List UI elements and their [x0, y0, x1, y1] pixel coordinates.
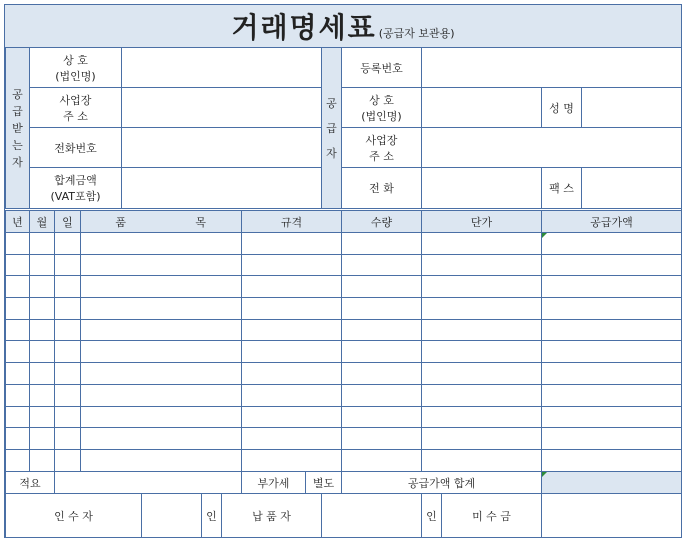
item-cell[interactable] — [422, 254, 542, 276]
vat-value: 별도 — [306, 472, 342, 494]
item-cell[interactable] — [161, 298, 242, 320]
item-cell[interactable] — [242, 449, 342, 471]
supplier-reg-field[interactable] — [422, 48, 682, 88]
item-cell[interactable] — [161, 449, 242, 471]
item-cell[interactable] — [81, 449, 161, 471]
header-year: 년 — [6, 211, 30, 233]
item-cell[interactable] — [55, 319, 81, 341]
item-cell[interactable] — [6, 341, 30, 363]
invoice-sheet — [4, 4, 682, 538]
item-cell[interactable] — [6, 428, 30, 450]
item-cell[interactable] — [342, 276, 422, 298]
item-cell[interactable] — [161, 406, 242, 428]
item-cell[interactable] — [55, 276, 81, 298]
table-row — [6, 406, 682, 428]
item-cell[interactable] — [30, 428, 55, 450]
item-cell[interactable] — [81, 428, 161, 450]
item-cell[interactable] — [161, 233, 242, 255]
item-cell[interactable] — [422, 384, 542, 406]
header-item-2: 목 — [161, 211, 242, 233]
item-cell[interactable] — [542, 341, 682, 363]
item-cell[interactable] — [6, 406, 30, 428]
items-table — [5, 210, 682, 472]
item-cell[interactable] — [242, 406, 342, 428]
supplier-address-label: 사업장 주 소 — [342, 128, 422, 168]
item-cell[interactable] — [55, 384, 81, 406]
item-cell[interactable] — [542, 384, 682, 406]
page-subtitle: (공급자 보관용) — [378, 27, 455, 40]
receiver-name-field[interactable] — [122, 48, 322, 88]
table-row — [6, 319, 682, 341]
item-cell[interactable] — [6, 449, 30, 471]
item-cell[interactable] — [342, 319, 422, 341]
item-cell[interactable] — [30, 384, 55, 406]
signature-table — [5, 493, 682, 538]
item-cell[interactable] — [342, 298, 422, 320]
item-cell[interactable] — [242, 384, 342, 406]
item-cell[interactable] — [542, 254, 682, 276]
receiver-address-field[interactable] — [122, 88, 322, 128]
receiver-side-label: 공 급 받 는 자 — [6, 48, 30, 209]
item-cell[interactable] — [161, 319, 242, 341]
item-cell[interactable] — [30, 254, 55, 276]
item-cell[interactable] — [55, 298, 81, 320]
item-cell[interactable] — [542, 298, 682, 320]
item-cell[interactable] — [81, 233, 161, 255]
item-cell[interactable] — [55, 363, 81, 385]
recipient-label: 인 수 자 — [6, 494, 142, 538]
item-cell[interactable] — [30, 363, 55, 385]
item-cell[interactable] — [81, 384, 161, 406]
item-cell[interactable] — [6, 276, 30, 298]
item-cell[interactable] — [55, 233, 81, 255]
receiver-address-label: 사업장 주 소 — [30, 88, 122, 128]
unpaid-label: 미 수 금 — [442, 494, 542, 538]
table-row — [6, 341, 682, 363]
item-cell[interactable] — [161, 341, 242, 363]
item-cell[interactable] — [242, 363, 342, 385]
supplier-phone-label: 전 화 — [342, 168, 422, 209]
item-cell[interactable] — [6, 298, 30, 320]
item-cell[interactable] — [161, 363, 242, 385]
item-cell[interactable] — [422, 341, 542, 363]
supply-sum-label: 공급가액 합계 — [342, 472, 542, 494]
recipient-field[interactable] — [142, 494, 202, 538]
item-cell[interactable] — [542, 428, 682, 450]
item-cell[interactable] — [6, 233, 30, 255]
table-row — [6, 428, 682, 450]
item-cell[interactable] — [542, 449, 682, 471]
item-cell[interactable] — [55, 406, 81, 428]
item-cell[interactable] — [81, 276, 161, 298]
memo-label: 적요 — [6, 472, 55, 494]
item-cell[interactable] — [342, 254, 422, 276]
unpaid-field[interactable] — [542, 494, 682, 538]
item-cell[interactable] — [6, 384, 30, 406]
item-cell[interactable] — [81, 319, 161, 341]
item-cell[interactable] — [30, 449, 55, 471]
item-cell[interactable] — [30, 298, 55, 320]
memo-field[interactable] — [55, 472, 242, 494]
item-cell[interactable] — [542, 319, 682, 341]
item-cell[interactable] — [30, 406, 55, 428]
item-cell[interactable] — [342, 428, 422, 450]
item-cell[interactable] — [30, 233, 55, 255]
item-cell[interactable] — [55, 449, 81, 471]
title-bar — [5, 5, 681, 48]
items-body — [6, 233, 682, 472]
header-spec: 규격 — [242, 211, 342, 233]
item-cell[interactable] — [422, 233, 542, 255]
item-cell[interactable] — [30, 341, 55, 363]
item-cell[interactable] — [161, 384, 242, 406]
item-cell[interactable] — [81, 254, 161, 276]
summary-table — [5, 471, 682, 494]
item-cell[interactable] — [81, 341, 161, 363]
item-cell[interactable] — [242, 298, 342, 320]
item-cell[interactable] — [422, 406, 542, 428]
item-cell[interactable] — [55, 428, 81, 450]
deliverer-label: 납 품 자 — [222, 494, 322, 538]
item-cell[interactable] — [342, 449, 422, 471]
item-cell[interactable] — [542, 406, 682, 428]
header-month: 월 — [30, 211, 55, 233]
header-item-1: 품 — [81, 211, 161, 233]
item-cell[interactable] — [6, 363, 30, 385]
item-cell[interactable] — [242, 319, 342, 341]
page-title: 거래명세표 — [231, 11, 377, 44]
item-cell[interactable] — [242, 341, 342, 363]
deliverer-seal: 인 — [422, 494, 442, 538]
item-cell[interactable] — [422, 319, 542, 341]
supplier-phone-field[interactable] — [422, 168, 542, 209]
table-row — [6, 298, 682, 320]
table-row — [6, 384, 682, 406]
item-cell[interactable] — [81, 363, 161, 385]
receiver-phone-field[interactable] — [122, 128, 322, 168]
supply-sum-field[interactable] — [542, 472, 682, 494]
item-cell[interactable] — [342, 341, 422, 363]
header-day: 일 — [55, 211, 81, 233]
item-cell[interactable] — [6, 319, 30, 341]
item-cell[interactable] — [81, 298, 161, 320]
receiver-phone-label: 전화번호 — [30, 128, 122, 168]
receiver-total-field[interactable] — [122, 168, 322, 209]
supplier-name-field[interactable] — [422, 88, 542, 128]
supplier-fax-field[interactable] — [582, 168, 682, 209]
item-cell[interactable] — [161, 276, 242, 298]
items-header-row — [6, 211, 682, 233]
item-cell[interactable] — [161, 428, 242, 450]
table-row — [6, 254, 682, 276]
supplier-rep-label: 성 명 — [542, 88, 582, 128]
party-table — [5, 47, 682, 209]
header-supply-amount: 공급가액 — [542, 211, 682, 233]
item-cell[interactable] — [30, 276, 55, 298]
supplier-side-label: 공 급 자 — [322, 48, 342, 209]
supplier-rep-field[interactable] — [582, 88, 682, 128]
item-cell[interactable] — [542, 276, 682, 298]
item-cell[interactable] — [242, 276, 342, 298]
recipient-seal: 인 — [202, 494, 222, 538]
header-unit-price: 단가 — [422, 211, 542, 233]
item-cell[interactable] — [342, 384, 422, 406]
item-cell[interactable] — [55, 341, 81, 363]
table-row — [6, 233, 682, 255]
table-row — [6, 363, 682, 385]
item-cell[interactable] — [161, 254, 242, 276]
supplier-fax-label: 팩 스 — [542, 168, 582, 209]
receiver-total-label: 합계금액 (VAT포함) — [30, 168, 122, 209]
item-cell[interactable] — [55, 254, 81, 276]
deliverer-field[interactable] — [322, 494, 422, 538]
item-cell[interactable] — [30, 319, 55, 341]
item-cell[interactable] — [342, 233, 422, 255]
header-qty: 수량 — [342, 211, 422, 233]
item-cell[interactable] — [342, 406, 422, 428]
table-row — [6, 449, 682, 471]
item-cell[interactable] — [422, 298, 542, 320]
item-cell[interactable] — [242, 233, 342, 255]
item-cell[interactable] — [422, 363, 542, 385]
item-cell[interactable] — [422, 449, 542, 471]
supplier-reg-label: 등록번호 — [342, 48, 422, 88]
item-cell[interactable] — [422, 428, 542, 450]
vat-label: 부가세 — [242, 472, 306, 494]
table-row — [6, 276, 682, 298]
item-cell[interactable] — [342, 363, 422, 385]
receiver-name-label: 상 호 (법인명) — [30, 48, 122, 88]
item-cell[interactable] — [422, 276, 542, 298]
item-cell[interactable] — [542, 233, 682, 255]
item-cell[interactable] — [6, 254, 30, 276]
item-cell[interactable] — [81, 406, 161, 428]
supplier-name-label: 상 호 (법인명) — [342, 88, 422, 128]
item-cell[interactable] — [542, 363, 682, 385]
item-cell[interactable] — [242, 428, 342, 450]
item-cell[interactable] — [242, 254, 342, 276]
supplier-address-field[interactable] — [422, 128, 682, 168]
